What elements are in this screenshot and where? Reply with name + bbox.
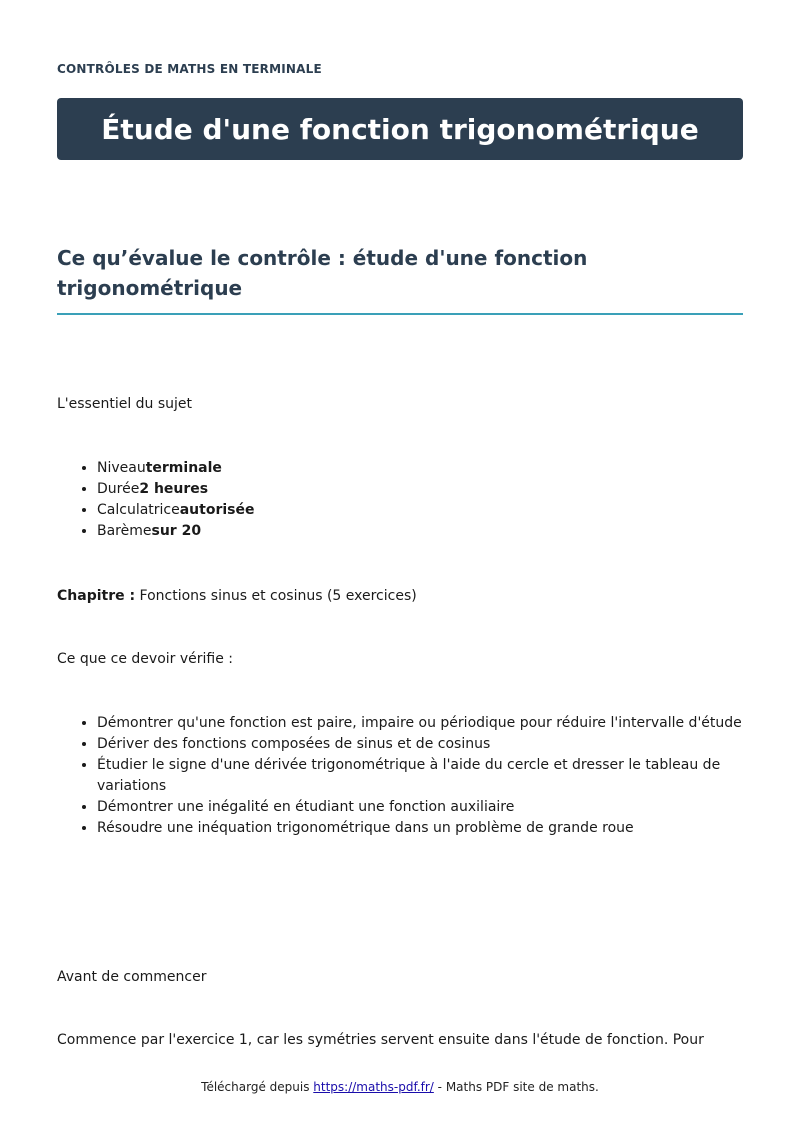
list-item <box>97 521 255 542</box>
chapter-value: Fonctions sinus et cosinus (5 exercices) <box>139 588 417 604</box>
item-label: Niveau <box>97 460 146 476</box>
list-item <box>97 458 255 479</box>
item-label: Barème <box>97 523 152 539</box>
title-banner <box>57 98 743 160</box>
chapter-label: Chapitre : <box>57 588 136 604</box>
list-item <box>97 500 255 521</box>
item-label: Durée <box>97 481 140 497</box>
essentials-heading: L'essentiel du sujet <box>57 396 193 412</box>
list-item: • Démontrer une inégalité en étudiant une fonction auxiliaire <box>97 797 743 818</box>
footer-link[interactable]: https://maths-pdf.fr/ <box>313 1080 434 1094</box>
list-item: • Démontrer qu'une fonction est paire, impaire ou périodique pour réduire l'intervalle d'étude <box>97 713 743 734</box>
checks-heading: Ce que ce devoir vérifie : <box>57 651 234 667</box>
list-item: • Résoudre une inéquation trigonométrique dans un problème de grande roue <box>97 818 743 839</box>
list-item: • Étudier le signe d'une dérivée trigonométrique à l'aide du cercle et dresser le tableau de variations <box>97 755 743 797</box>
item-label: Calculatrice <box>97 502 180 518</box>
essentials-list <box>57 458 255 542</box>
item-value: 2 heures <box>139 481 209 497</box>
list-item <box>97 479 255 500</box>
item-value: autorisée <box>179 502 255 518</box>
page-title: Étude d'une fonction trigonométrique <box>101 112 699 146</box>
before-heading: Avant de commencer <box>57 969 207 985</box>
chapter-line <box>57 586 417 607</box>
checks-list <box>57 713 743 839</box>
section-title: Ce qu’évalue le contrôle : étude d'une fonction trigonométrique <box>57 243 743 315</box>
footer-suffix: - Maths PDF site de maths. <box>437 1080 599 1094</box>
footer <box>0 1080 800 1094</box>
kicker: CONTRÔLES DE MATHS EN TERMINALE <box>57 62 322 76</box>
before-text: Commence par l'exercice 1, car les symétries servent ensuite dans l'étude de fonction. Pour <box>57 1032 704 1048</box>
item-value: terminale <box>145 460 222 476</box>
footer-prefix: Téléchargé depuis <box>201 1080 310 1094</box>
list-item: • Dériver des fonctions composées de sinus et de cosinus <box>97 734 743 755</box>
item-value: sur 20 <box>151 523 202 539</box>
